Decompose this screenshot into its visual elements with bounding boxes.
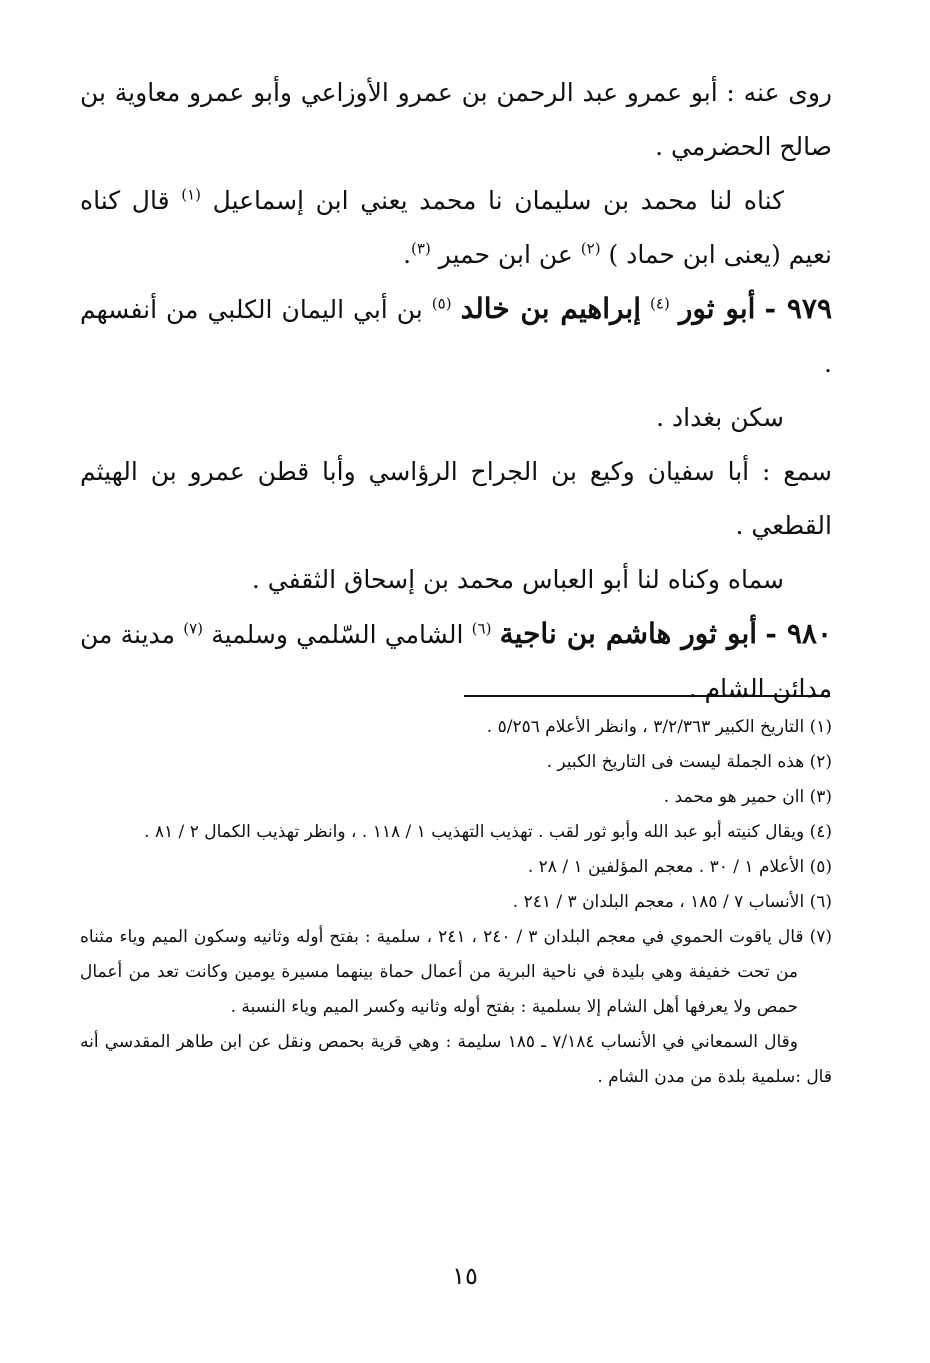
- entry-number-979: ٩٧٩ -: [764, 292, 833, 325]
- footnote-mark-5[interactable]: (٥): [431, 294, 452, 313]
- footnote-mark-4[interactable]: (٤): [650, 294, 670, 313]
- kunya-text-c: عن ابن حمير: [438, 240, 573, 269]
- paragraph-kunya: [80, 174, 832, 282]
- page-number: ١٥: [452, 1262, 478, 1290]
- footnote-5: (٥) الأعلام ١ / ٣٠ . معجم المؤلفين ١ / ٢٨ .: [527, 857, 832, 877]
- footnote-2: (٢) هذه الجملة ليست فى التاريخ الكبير .: [546, 752, 832, 772]
- paragraph-heard: سمع : أبا سفيان وكيع بن الجراح الرؤاسي وأبا قطن عمرو بن الهيثم القطعي .: [80, 457, 832, 540]
- footnote-4: (٤) ويقال كنيته أبو عبد الله وأبو ثور لقب . تهذيب التهذيب ١ / ١١٨ . ، وانظر تهذيب الكمال ٢ / ٨١ .: [144, 822, 832, 842]
- entry-979: [80, 282, 832, 391]
- kunya-text-d: .: [403, 240, 412, 269]
- footnote-mark-2[interactable]: (٢): [580, 239, 601, 258]
- entry-rest-980-a: الشامي السّلمي وسلمية: [211, 620, 464, 649]
- footnote-mark-7[interactable]: (٧): [183, 619, 204, 638]
- footnotes: [80, 710, 832, 1095]
- entry-fullname-979: إبراهيم بن خالد: [460, 292, 641, 325]
- footnote-mark-6[interactable]: (٦): [471, 619, 492, 638]
- footnote-6: (٦) الأنساب ٧ / ١٨٥ ، معجم البلدان ٣ / ٢٤١ .: [512, 892, 832, 912]
- footnote-mark-3[interactable]: (٣): [411, 239, 431, 258]
- entry-name-979: أبو ثور: [678, 292, 756, 325]
- footnote-3: (٣) اان حمير هو محمد .: [663, 787, 832, 807]
- entry-number-980: ٩٨٠ -: [765, 617, 833, 650]
- entry-980: [80, 607, 832, 716]
- entry-rest-980-b: مدينة من مدائن الشام .: [80, 620, 832, 703]
- footnote-separator: [464, 695, 830, 697]
- footnote-1: (١) التاريخ الكبير ٣/٢/٣٦٣ ، وانظر الأعلام ٥/٢٥٦ .: [486, 717, 832, 737]
- main-text: [80, 66, 832, 716]
- kunya-text-a: كناه لنا محمد بن سليمان نا محمد يعني ابن إسماعيل: [212, 186, 785, 215]
- footnote-mark-1[interactable]: (١): [181, 185, 201, 204]
- footnote-7: (٧) قال ياقوت الحموي في معجم البلدان ٣ / ٢٤٠ ، ٢٤١ ، سلمية : بفتح أوله وثانيه وسكون الميم وياء مثناه من تحت خفيفة وهي بليدة في ناحية البرية من أعمال حماة بينهما مسيرة يومين وكانت تعد من أعمال حمص ولا يعرفها أهل الشام إلا بسلمية : بفتح أوله وثانيه وكسر الميم وياء النسبة .: [80, 927, 832, 1017]
- paragraph-residence: سكن بغداد .: [656, 403, 784, 432]
- entry-name-980: أبو ثور هاشم بن ناجية: [499, 617, 758, 650]
- footnote-7-continuation: وقال السمعاني في الأنساب ٧/١٨٤ ـ ١٨٥ سليمة : وهي قرية بحمص ونقل عن ابن طاهر المقدسي أنه قال :سلمية بلدة من مدن الشام .: [80, 1032, 832, 1087]
- kunya-text-b: قال كناه نعيم (يعنى ابن حماد ): [80, 186, 832, 269]
- paragraph-narrators: روى عنه : أبو عمرو عبد الرحمن بن عمرو الأوزاعي وأبو عمرو معاوية بن صالح الحضرمي .: [80, 78, 832, 161]
- entry-rest-979: بن أبي اليمان الكلبي من أنفسهم .: [80, 295, 832, 378]
- paragraph-named: سماه وكناه لنا أبو العباس محمد بن إسحاق الثقفي .: [251, 565, 784, 594]
